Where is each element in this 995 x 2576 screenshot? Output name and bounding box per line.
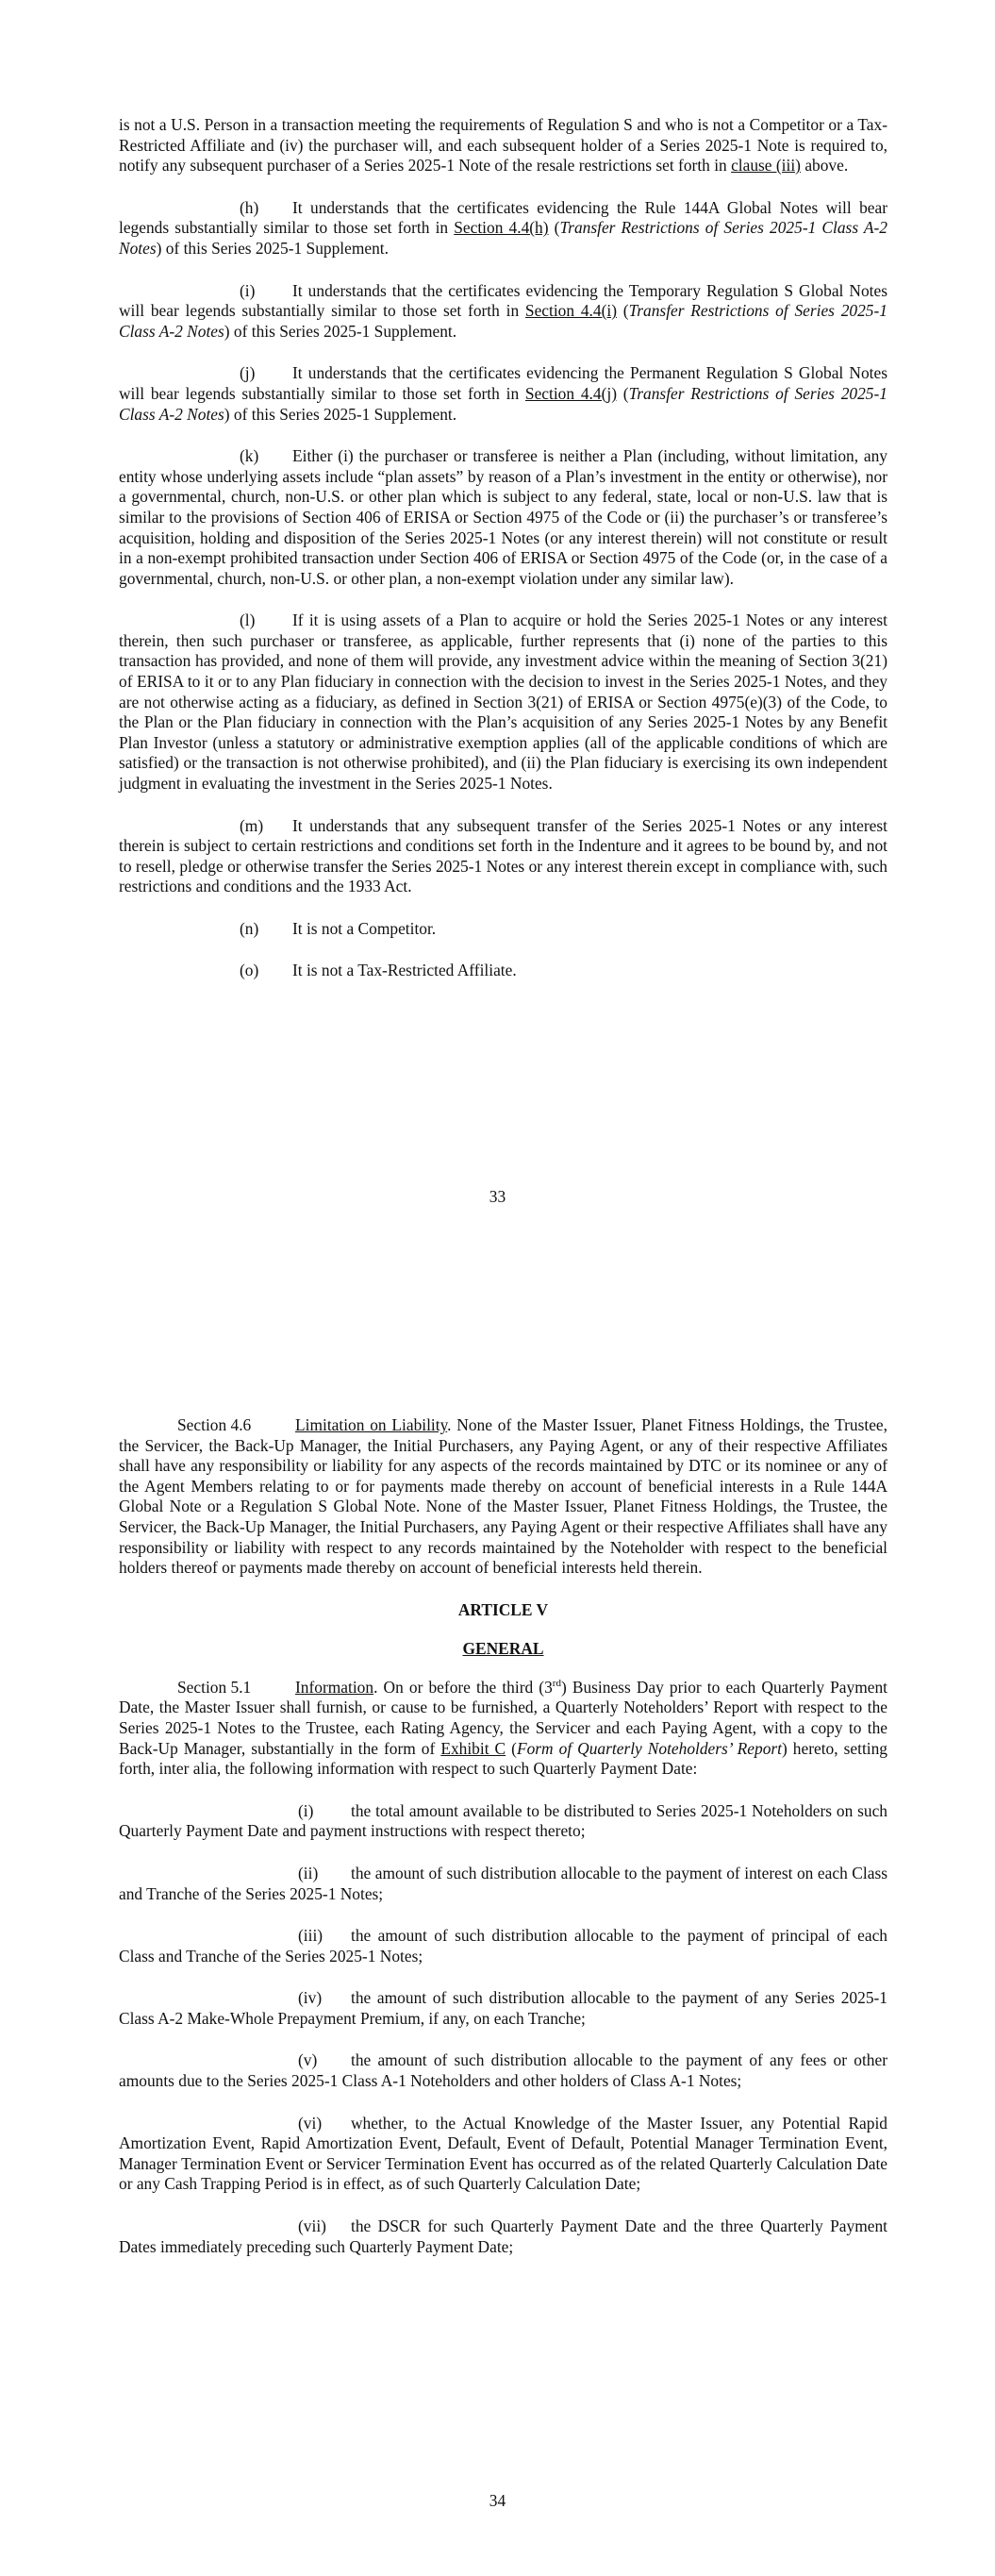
- section-title: Limitation on Liability: [295, 1415, 448, 1434]
- item-label: (vii): [298, 2216, 326, 2236]
- paragraph-j: (j) It understands that the certificates evidencing the Permanent Regulation S Global Notes will bear legends substantially similar to those set forth in Section 4.4(j) (Transfer Restrictions of Series 2025-1 Class A-2 Notes) of this Series 2025-1 Supplement.: [119, 363, 887, 424]
- page-34: [0, 1255, 995, 2576]
- paragraph-o: (o) It is not a Tax-Restricted Affiliate.: [240, 960, 517, 979]
- paragraph-label: (h): [240, 197, 259, 217]
- paragraph-label: (m): [240, 815, 264, 835]
- page-33: [0, 0, 995, 1255]
- paragraph-label: (l): [240, 611, 256, 630]
- section-4-6: Section 4.6 Limitation on Liability. None of the Master Issuer, Planet Fitness Holdings, the Trustee, the Servicer, the Back-Up Manager, the Initial Purchasers, any Paying Agent, or any of their respective Affiliates shall have any responsibility or liability for any aspects of the records maintained by DTC or its nominee or any of the Agent Members relating to or for payments made thereby on account of beneficial interests in a Rule 144A Global Note or a Regulation S Global Note. None of the Master Issuer, Planet Fitness Holdings, the Trustee, the Servicer, the Back-Up Manager, the Initial Purchasers, any Paying Agent or their respective Affiliates shall have any responsibility or liability with respect to any records maintained by the Noteholder with respect to the beneficial holders thereof or payments made thereby on account of beneficial interests held therein.: [119, 1415, 887, 1578]
- paragraph-label: (k): [240, 446, 259, 466]
- section-label: Section 4.6: [177, 1415, 252, 1434]
- article-title: GENERAL: [462, 1638, 544, 1658]
- paragraph-label: (i): [240, 280, 256, 300]
- paragraph-k: (k) Either (i) the purchaser or transferee is neither a Plan (including, without limitation, any entity whose underlying assets include “plan assets” by reason of a Plan’s investment in the entity or otherwise), nor a governmental, church, non-U.S. or other plan which is subject to any federal, state, local or non-U.S. law that is similar to the provisions of Section 406 of ERISA or Section 4975 of the Code or (ii) the purchaser’s or transferee’s acquisition, holding and disposition of the Series 2025-1 Notes (or any interest therein) will not constitute or result in a non-exempt prohibited transaction under Section 406 of ERISA or Section 4975 of the Code (or, in the case of a governmental, church, non-U.S. or other plan, a non-exempt violation under any similar law).: [119, 446, 887, 588]
- paragraph-m: (m) It understands that any subsequent transfer of the Series 2025-1 Notes or any interest therein is subject to certain restrictions and conditions set forth in the Indenture and it agrees to be bound by, and not to resell, pledge or otherwise transfer the Series 2025-1 Notes or any interest therein except in compliance with, such restrictions and conditions and the 1933 Act.: [119, 815, 887, 896]
- page-number: 33: [489, 1187, 506, 1206]
- list-item: (ii) the amount of such distribution allocable to the payment of interest on each Class and Tranche of the Series 2025-1 Notes;: [119, 1863, 887, 1903]
- section-reference: Section 4.4(j): [524, 383, 617, 403]
- page-34-body: [119, 1415, 887, 2279]
- paragraph-i: (i) It understands that the certificates evidencing the Temporary Regulation S Global Notes will bear legends substantially similar to those set forth in Section 4.4(i) (Transfer Restrictions of Series 2025-1 Class A-2 Notes) of this Series 2025-1 Supplement.: [119, 280, 887, 341]
- clause-iii-reference: clause (iii): [731, 156, 801, 176]
- article-heading: ARTICLE V: [457, 1599, 549, 1619]
- list-item: (iv) the amount of such distribution allocable to the payment of any Series 2025-1 Class A-2 Make-Whole Prepayment Premium, if any, on each Tranche;: [119, 1988, 887, 2028]
- section-5-1: Section 5.1 Information. On or before the third (3rd) Business Day prior to each Quarterly Payment Date, the Master Issuer shall furnish, or cause to be furnished, a Quarterly Noteholders’ Report with respect to the Series 2025-1 Notes to the Trustee, each Rating Agency, the Servicer and each Paying Agent, with a copy to the Back-Up Manager, substantially in the form of Exhibit C (Form of Quarterly Noteholders’ Report) hereto, setting forth, inter alia, the following information with respect to such Quarterly Payment Date:: [119, 1677, 887, 1779]
- section-reference: Section 4.4(h): [454, 218, 549, 238]
- item-label: (vi): [298, 2113, 323, 2133]
- section-title: Information: [295, 1677, 374, 1697]
- page-33-body: [119, 115, 887, 1001]
- item-label: (iv): [298, 1988, 323, 2008]
- section-reference: Section 4.4(i): [524, 301, 617, 321]
- exhibit-reference: Exhibit C: [440, 1738, 506, 1758]
- list-item: (vi) whether, to the Actual Knowledge of the Master Issuer, any Potential Rapid Amortization Event, Rapid Amortization Event, Default, Event of Default, Potential Manager Termination Event, Manager Termination Event or Servicer Termination Event has occurred as of the related Quarterly Calculation Date or any Cash Trapping Period is in effect, as of such Quarterly Calculation Date;: [119, 2113, 887, 2194]
- paragraph-label: (j): [240, 363, 256, 383]
- paragraph-label: (n): [240, 919, 259, 938]
- list-item: (v) the amount of such distribution allocable to the payment of any fees or other amounts due to the Series 2025-1 Class A-1 Noteholders and other holders of Class A-1 Notes;: [119, 2050, 887, 2091]
- paragraph-l: (l) If it is using assets of a Plan to acquire or hold the Series 2025-1 Notes or any interest therein, then such purchaser or transferee, as applicable, further represents that (i) none of the parties to this transaction has provided, and none of them will provide, any investment advice within the meaning of Section 3(21) of ERISA to it or to any Plan fiduciary in connection with the decision to invest in the Series 2025-1 Notes, and they are not otherwise acting as a fiduciary, as defined in Section 3(21) of ERISA or Section 4975(e)(3) of the Code, to the Plan or the Plan fiduciary in connection with the Plan’s acquisition of any Series 2025-1 Notes by any Benefit Plan Investor (unless a statutory or administrative exemption applies (all of the applicable conditions of which are satisfied) or the transaction is not otherwise prohibited), and (ii) the Plan fiduciary is exercising its own independent judgment in evaluating the investment in the Series 2025-1 Notes.: [119, 611, 887, 794]
- list-item: (iii) the amount of such distribution allocable to the payment of principal of each Class and Tranche of the Series 2025-1 Notes;: [119, 1926, 887, 1965]
- intro-paragraph: is not a U.S. Person in a transaction meeting the requirements of Regulation S and who is not a Competitor or a Tax-Restricted Affiliate and (iv) the purchaser will, and each subsequent holder of a Series 2025-1 Note is required to, notify any subsequent purchaser of a Series 2025-1 Note of the resale restrictions set forth in clause (iii) above.: [119, 115, 887, 176]
- paragraph-n: (n) It is not a Competitor.: [240, 919, 437, 938]
- paragraph-h: (h) It understands that the certificates evidencing the Rule 144A Global Notes will bear legends substantially similar to those set forth in Section 4.4(h) (Transfer Restrictions of Series 2025-1 Class A-2 Notes) of this Series 2025-1 Supplement.: [119, 197, 888, 258]
- page-number: 34: [489, 2491, 506, 2510]
- paragraph-label: (o): [240, 960, 259, 979]
- item-label: (i): [298, 1800, 314, 1820]
- section-label: Section 5.1: [177, 1677, 252, 1697]
- item-label: (ii): [298, 1863, 319, 1882]
- item-label: (v): [298, 2050, 318, 2070]
- list-item: (i) the total amount available to be distributed to Series 2025-1 Noteholders on such Quarterly Payment Date and payment instructions with respect thereto;: [119, 1800, 887, 1841]
- item-label: (iii): [298, 1926, 323, 1946]
- list-item: (vii) the DSCR for such Quarterly Payment Date and the three Quarterly Payment Dates immediately preceding such Quarterly Payment Date;: [119, 2216, 887, 2256]
